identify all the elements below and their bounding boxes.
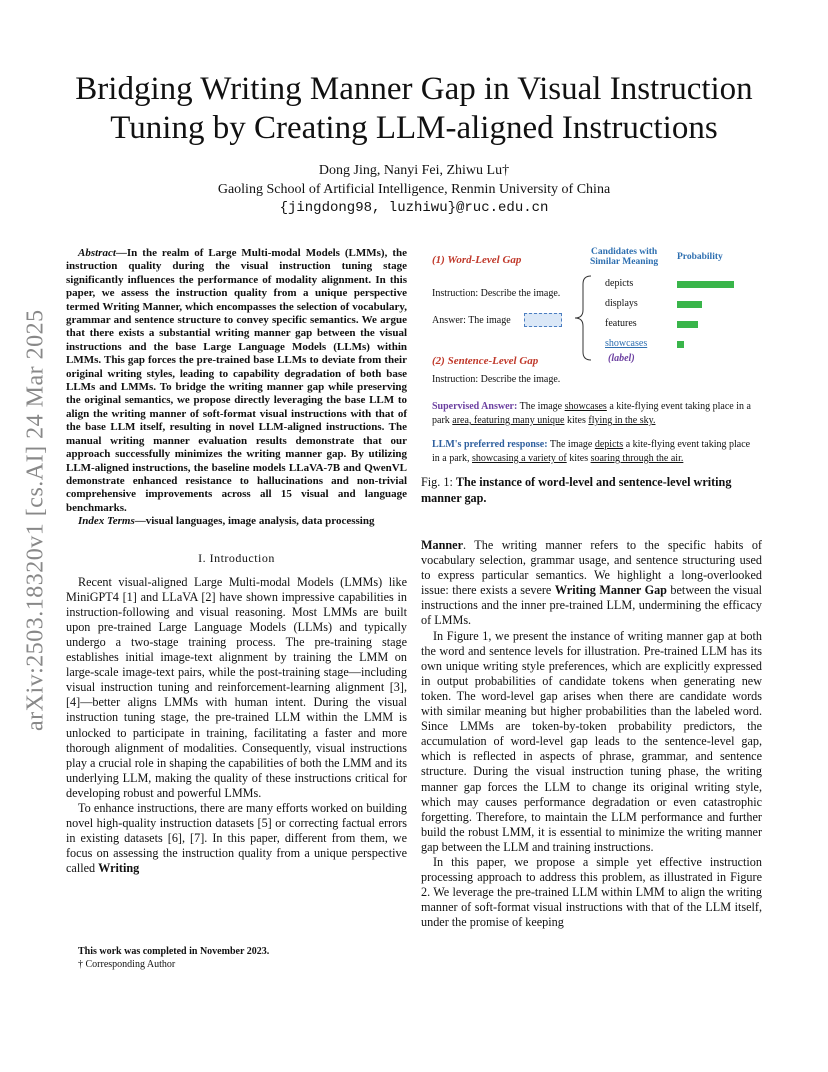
supervised-underline-1: showcases (564, 401, 607, 412)
caption-prefix: Fig. 1: (421, 475, 456, 489)
footnote-corresponding: † Corresponding Author (78, 958, 176, 970)
probability-bar-displays (677, 301, 702, 308)
preferred-underline-3: soaring through the air. (590, 453, 684, 464)
section-heading-introduction: I. Introduction (198, 550, 275, 565)
supervised-text-1: The image (517, 401, 565, 412)
right-paragraph-1-a: . The writing manner refers to the specific habits of vocabulary selection, grammar usage, and sentence structuring used to express particular semantics. We highlight a long-overlooked issue: there exists a severe (421, 538, 762, 598)
blank-token-box (524, 313, 562, 327)
word-level-gap-label: (1) Word-Level Gap (432, 254, 522, 266)
intro-paragraph-2-bold: Writing (98, 861, 140, 876)
email: {jingdong98, luzhiwu}@ruc.edu.cn (279, 200, 549, 216)
left-column (66, 247, 407, 877)
supervised-text-3: kites (564, 415, 589, 426)
index-terms-label: Index Terms (78, 515, 135, 528)
right-column (421, 538, 762, 930)
right-paragraph-1-bold2: Writing Manner Gap (554, 583, 667, 598)
right-paragraph-3: In this paper, we propose a simple yet effective instruction processing approach to address this problem, as illustrated in Figure 2. We leverage the pre-trained LLM within LMM to align the writing manner of soft-format visual instructions with that of the LLM itself, under the promise of keeping (421, 854, 762, 930)
figure-answer: Answer: The image (432, 315, 511, 326)
right-paragraph-2: In Figure 1, we present the instance of writing manner gap at both the word and sentence levels for illustration. Pre-trained LLM has its own unique writing style preferences, which are explicitly expressed in output probabilities of candidate tokens when generating new token. The word-level gap arises when there are candidate words with similar meaning but higher probabilities than the labeled word. Since LMMs are token-by-token probability predictors, the accumulation of word-level gap leads to the sentence-level gap, which is reflected in aspects of phrase, grammar, and sentence structure. During the visual instruction tuning phase, the writing manner gap forces the LLM to change its original writing style, which may causes performance degradation or even catastrophic forgetting. Therefore, to maintain the LLM performance and further build the robust LMM, it is essential to minimize the writing manner gap between the LLM and training instructions. (421, 628, 762, 854)
candidates-header-line-1: Candidates with (590, 247, 658, 257)
figure-instruction-2: Instruction: Describe the image. (432, 374, 561, 385)
intro-paragraph-1: Recent visual-aligned Large Multi-modal Models (LMMs) like MiniGPT4 [1] and LLaVA [2] have shown impressive capabilities in instruction-following and visual reasoning. Most LMMs are built upon pre-trained Large Language Models (LLMs) and typically undergo a two-stage training process. The pre-training stage establishes initial image-text alignment by training the LMM on large-scale image-text pairs, while the post-training stage—including visual instruction tuning and reinforcement-learning alignment [3], [4]—better aligns LMMs with human intent. During the visual instruction tuning stage, the pre-trained LLM within the LMM is unlocked to participate in training, facilitating a faster and more thorough alignment of modalities. Consequently, visual instructions play a crucial role in shaping the capabilities of both the LMM and its underlying LLM, making the quality of these instructions critical for developing robust and powerful LMMs. (66, 574, 407, 800)
candidate-displays: displays (605, 298, 638, 309)
paper-title: Bridging Writing Manner Gap in Visual Instruction Tuning by Creating LLM-aligned Instructions (75, 71, 753, 146)
intro-paragraph-2-text: To enhance instructions, there are many efforts worked on building novel high-quality instruction datasets [5] or correcting factual errors in existing datasets [6], [7]. In this paper, different from them, we focus on assessing the instruction quality from a unique perspective called (66, 801, 407, 876)
probability-bar-depicts (677, 281, 734, 288)
supervised-text-2: a kite-flying event taking place in a park (432, 401, 751, 426)
probability-bar-showcases (677, 341, 684, 348)
candidate-showcases: showcases (605, 338, 648, 349)
label-tag: (label) (608, 353, 635, 364)
candidates-header (590, 247, 658, 267)
probability-header: Probability (677, 252, 723, 262)
supervised-answer-label: Supervised Answer: (432, 401, 518, 412)
figure-caption (421, 475, 762, 506)
footnote-work-completed: This work was completed in November 2023. (78, 946, 270, 957)
preferred-text-2: a kite-flying event taking place in a park, (432, 439, 751, 464)
candidate-features: features (605, 318, 637, 329)
candidates-header-line-2: Similar Meaning (590, 257, 659, 267)
abstract-text: —In the realm of Large Multi-modal Models (LMMs), the instruction quality during the visual instruction tuning stage significantly influences the performance of modality alignment. In this paper, we assess the instruction quality from a unique perspective termed Writing Manner, which encompasses the selection of vocabulary, grammar and sentence structure to convey specific semantics. We argue that there exists a substantial writing manner gap between the visual instructions and the base Large Language Models (LLMs) within LMMs. This gap forces the pre-trained base LLMs to deviate from their original writing styles, leading to capability degradation of both base LLMs and LMMs. To bridge the writing manner gap while preserving the original semantics, we propose directly leveraging the base LLM to align the writing manner of soft-format visual instructions with that of the base LLM itself, resulting in novel LLM-aligned instructions. The manual writing manner evaluation results demonstrate that our approach successfully minimizes the writing manner gap. By utilizing LLM-aligned instructions, the baseline models LLaVA-7B and QwenVL demonstrate enhanced resistance to hallucinations and non-trivial comprehensive improvements across all 15 visual and language benchmarks. (66, 247, 407, 514)
probability-bar-features (677, 321, 698, 328)
right-paragraph-1 (421, 538, 762, 629)
right-paragraph-1-bold: Manner (421, 538, 463, 552)
authors: Dong Jing, Nanyi Fei, Zhiwu Lu† (318, 163, 510, 178)
preferred-text-1: The image (547, 439, 595, 450)
supervised-underline-2: area, featuring many unique (452, 415, 565, 426)
supervised-answer (432, 400, 752, 428)
preferred-underline-1: depicts (594, 439, 624, 450)
intro-paragraph-2 (66, 801, 407, 876)
figure-1 (421, 244, 762, 474)
abstract (66, 247, 407, 515)
caption-bold: The instance of word-level and sentence-level writing manner gap. (421, 475, 732, 505)
sentence-level-gap-label: (2) Sentence-Level Gap (432, 355, 539, 367)
right-paragraph-1-b: between the visual instructions and the inner pre-trained LLM, undermining the efficacy of LMMs. (421, 583, 762, 628)
preferred-response-label: LLM's preferred response: (432, 439, 548, 450)
affiliation: Gaoling School of Artificial Intelligence, Renmin University of China (217, 182, 611, 197)
abstract-label: Abstract (78, 247, 116, 259)
arxiv-stamp: arXiv:2503.18320v1 [cs.AI] 24 Mar 2025 (22, 309, 49, 731)
candidate-depicts: depicts (605, 278, 634, 289)
supervised-underline-3: flying in the sky. (588, 415, 656, 426)
figure-instruction: Instruction: Describe the image. (432, 288, 561, 299)
preferred-response (432, 438, 752, 466)
index-terms-text: —visual languages, image analysis, data processing (134, 515, 375, 528)
preferred-underline-2: showcasing a variety of (472, 453, 567, 464)
preferred-text-3: kites (566, 453, 591, 464)
footnote (78, 946, 408, 971)
brace-icon (571, 274, 595, 362)
index-terms (66, 515, 407, 528)
